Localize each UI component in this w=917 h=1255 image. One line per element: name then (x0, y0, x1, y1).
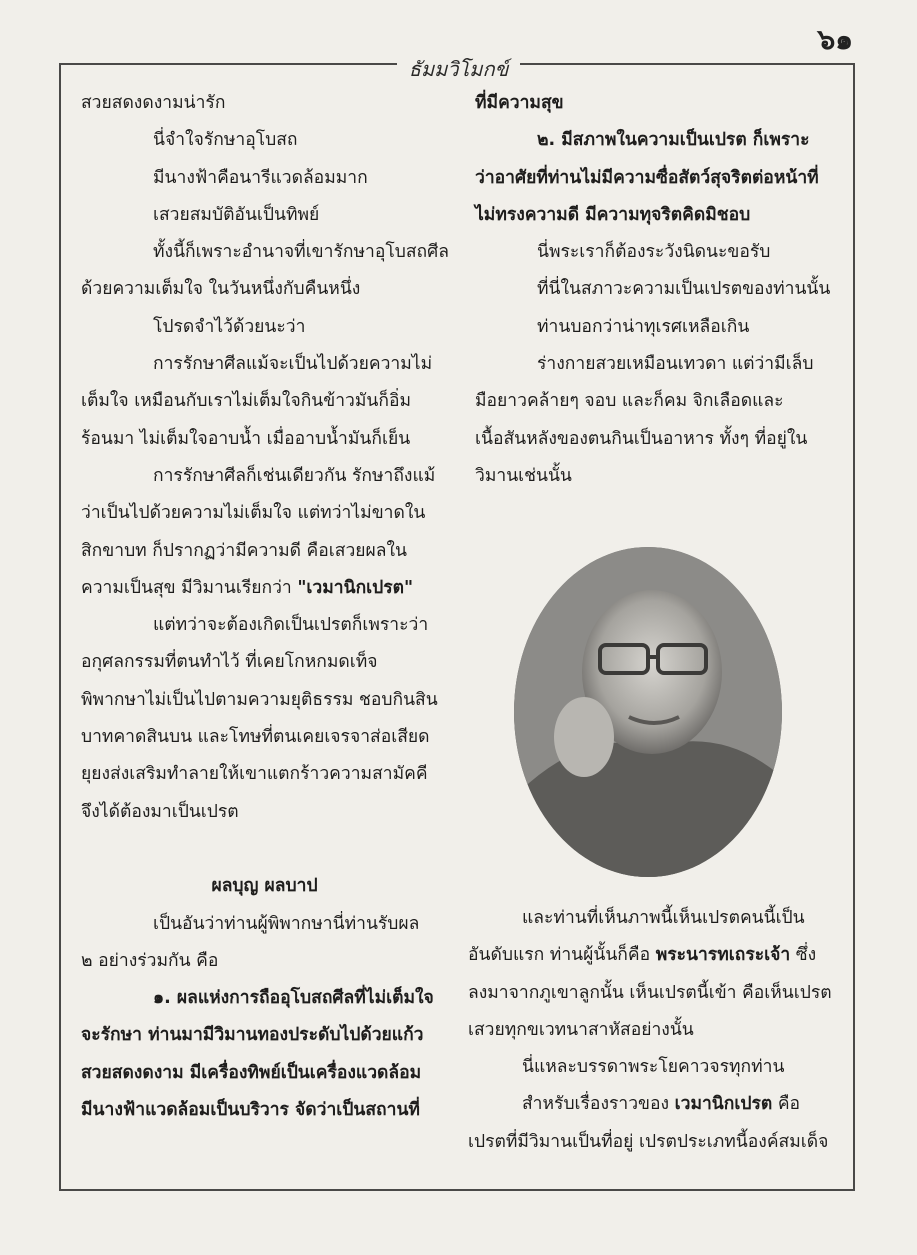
text-line: สวยสดงดงาม มีเครื่องทิพย์เป็นเครื่องแวดล้อม (81, 1062, 422, 1083)
portrait-illustration (514, 547, 782, 877)
monk-portrait-photo (514, 547, 782, 877)
text-line: ว่าอาศัยที่ท่านไม่มีความซื่อสัตว์สุจริตต่อหน้าที่ (475, 167, 819, 188)
text-line: เสวยทุกขเวทนาสาหัสอย่างนั้น (468, 1019, 694, 1040)
text-line: ที่มีความสุข (475, 93, 564, 113)
right-column-bottom (468, 900, 836, 1161)
left-column (81, 85, 448, 1129)
text-line: นี่จำใจรักษาอุโบสถ (153, 130, 298, 151)
text-line: อกุศลกรรมที่ตนทำไว้ ที่เคยโกหกมดเท็จ (81, 652, 378, 673)
emphasis-term: พระนารทเถระเจ้า (655, 945, 791, 966)
text-line: เต็มใจ เหมือนกับเราไม่เต็มใจกินข้าวมันก็อิ่ม (81, 391, 412, 412)
right-column-top (475, 85, 835, 495)
text-line: เสวยสมบัติอันเป็นทิพย์ (153, 204, 320, 225)
text-line (468, 1086, 836, 1123)
text-line: วิมานเช่นนั้น (475, 465, 572, 486)
text-line: บาทคาดสินบน และโทษที่ตนเคยเจรจาส่อเสียด (81, 727, 430, 748)
text-line: ร้อนมา ไม่เต็มใจอาบน้ำ เมื่ออาบน้ำมันก็เย็น (81, 428, 411, 449)
page-number: ๖๑ (817, 23, 853, 56)
text-line: สวยสดงดงามน่ารัก (81, 93, 226, 113)
text-line: แต่ทว่าจะต้องเกิดเป็นเปรตก็เพราะว่า (153, 615, 429, 636)
text-fragment: อันดับแรก ท่านผู้นั้นก็คือ (468, 945, 651, 966)
text-line: จึงได้ต้องมาเป็นเปรต (81, 801, 239, 822)
blank-line (81, 831, 448, 868)
text-line: ท่านบอกว่าน่าทุเรศเหลือเกิน (537, 316, 750, 337)
text-line: ด้วยความเต็มใจ ในวันหนึ่งกับคืนหนึ่ง (81, 279, 361, 300)
text-line: ๒. มีสภาพในความเป็นเปรต ก็เพราะ (537, 130, 810, 151)
text-line: เนื้อสันหลังของตนกินเป็นอาหาร ทั้งๆ ที่อยู่ใน (475, 428, 808, 449)
text-line: นี่พระเราก็ต้องระวังนิดนะขอรับ (537, 242, 771, 263)
text-fragment: ซึ่ง (795, 945, 817, 966)
running-head-title: ธัมมวิโมกข์ (397, 53, 521, 85)
text-line: ไม่ทรงความดี มีความทุจริตคิดมิชอบ (475, 204, 751, 225)
text-line (81, 570, 448, 607)
text-line: ลงมาจากภูเขาลูกนั้น เห็นเปรตนี้เข้า คือเห็นเปรต (468, 982, 832, 1003)
text-line: ที่นี่ในสภาวะความเป็นเปรตของท่านนั้น (537, 279, 831, 300)
text-line: เปรตที่มีวิมานเป็นที่อยู่ เปรตประเภทนี้องค์สมเด็จ (468, 1131, 829, 1152)
emphasis-term: เวมานิกเปรต (674, 1094, 773, 1115)
text-line: นี่แหละบรรดาพระโยคาวจรทุกท่าน (522, 1057, 785, 1078)
text-line: ยุยงส่งเสริมทำลายให้เขาแตกร้าวความสามัคคี (81, 764, 428, 785)
text-line: พิพากษาไม่เป็นไปตามความยุติธรรม ชอบกินสิน (81, 689, 438, 710)
text-line: มือยาวคล้ายๆ จอบ และก็คม จิกเลือดและ (475, 391, 784, 412)
text-line: และท่านที่เห็นภาพนี้เห็นเปรตคนนี้เป็น (522, 908, 805, 928)
text-fragment: สำหรับเรื่องราวของ (522, 1094, 670, 1115)
text-line: จะรักษา ท่านมามีวิมานทองประดับไปด้วยแก้ว (81, 1025, 424, 1046)
text-line: สิกขาบท ก็ปรากฏว่ามีความดี คือเสวยผลใน (81, 540, 408, 561)
text-line: มีนางฟ้าแวดล้อมเป็นบริวาร จัดว่าเป็นสถานที่ (81, 1100, 420, 1121)
emphasis-term: "เวมานิกเปรต" (297, 577, 414, 598)
text-line: ทั้งนี้ก็เพราะอำนาจที่เขารักษาอุโบสถศีล (153, 242, 449, 263)
text-line: ว่าเป็นไปด้วยความไม่เต็มใจ แต่ทว่าไม่ขาดใน (81, 503, 426, 524)
text-line: ร่างกายสวยเหมือนเทวดา แต่ว่ามีเล็บ (537, 354, 814, 375)
text-line (468, 937, 836, 974)
text-line: โปรดจำไว้ด้วยนะว่า (153, 316, 306, 337)
text-fragment: ความเป็นสุข มีวิมานเรียกว่า (81, 577, 292, 598)
text-line: การรักษาศีลแม้จะเป็นไปด้วยความไม่ (153, 354, 433, 375)
text-line: การรักษาศีลก็เช่นเดียวกัน รักษาถึงแม้ (153, 465, 436, 486)
text-fragment: คือ (777, 1094, 801, 1115)
text-line: ๑. ผลแห่งการถืออุโบสถศีลที่ไม่เต็มใจ (153, 988, 434, 1009)
text-line: มีนางฟ้าคือนารีแวดล้อมมาก (153, 167, 368, 188)
text-line: เป็นอันว่าท่านผู้พิพากษานี่ท่านรับผล (153, 913, 420, 934)
text-line: ๒ อย่างร่วมกัน คือ (81, 950, 219, 971)
section-heading: ผลบุญ ผลบาป (211, 876, 318, 897)
